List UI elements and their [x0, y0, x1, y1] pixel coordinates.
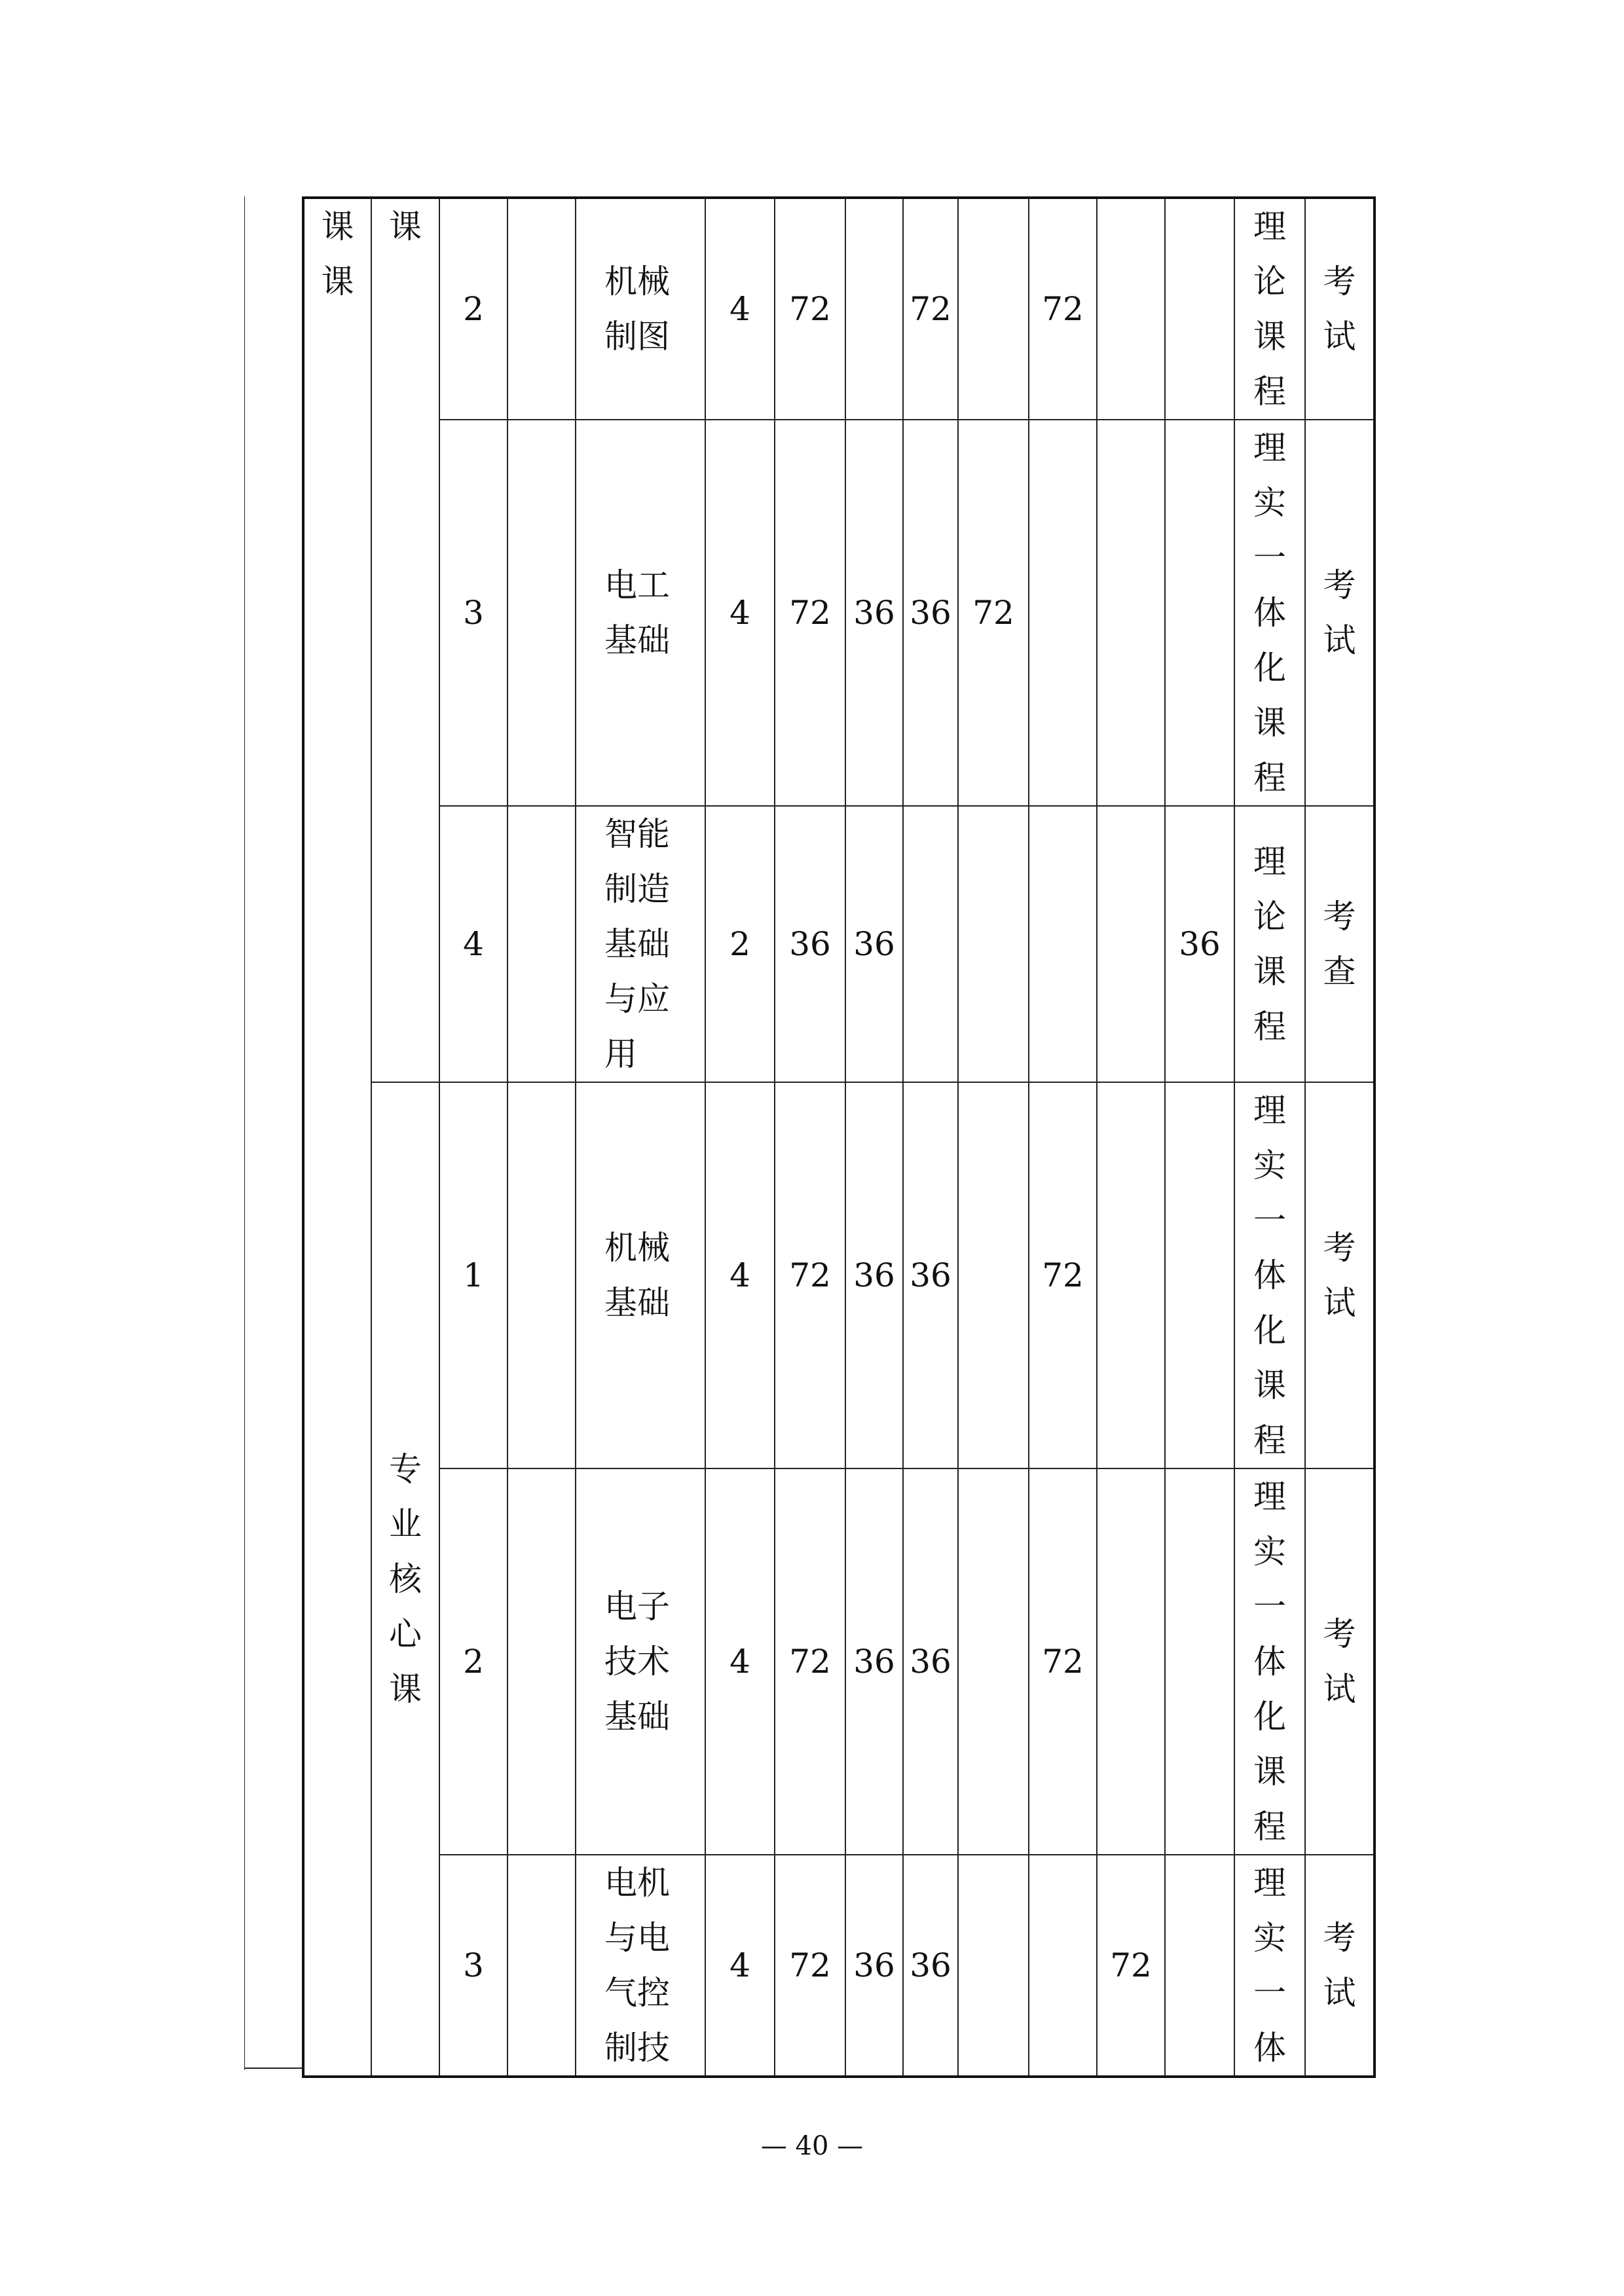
blank-cell: [507, 198, 576, 420]
category-core-label: 专业核心课: [389, 1450, 422, 1708]
semester-1-hours: [958, 806, 1029, 1082]
table-row: [303, 806, 1375, 1082]
total-hours: 72: [775, 1855, 845, 2077]
credit: 4: [705, 1082, 775, 1468]
practice-hours: 72: [903, 198, 958, 420]
semester-3-hours: 72: [1097, 1855, 1165, 2077]
semester-2-hours: [1029, 1855, 1097, 2077]
course-name: 电子技术基础: [576, 1468, 705, 1855]
category-mid-label: 课: [389, 208, 422, 246]
total-hours: 72: [775, 420, 845, 806]
semester-3-hours: [1097, 806, 1165, 1082]
semester-3-hours: [1097, 420, 1165, 806]
category-outer-label: 课课: [321, 208, 354, 301]
total-hours: 72: [775, 198, 845, 420]
semester-1-hours: [958, 1082, 1029, 1468]
semester-1-hours: [958, 198, 1029, 420]
blank-cell: [507, 1855, 576, 2077]
semester-4-hours: [1165, 1855, 1234, 2077]
semester-2-hours: 72: [1029, 1082, 1097, 1468]
table-row: [303, 420, 1375, 806]
blank-cell: [507, 1468, 576, 1855]
semester-4-hours: [1165, 1082, 1234, 1468]
semester-1-hours: [958, 1855, 1029, 2077]
assessment: 考试: [1305, 1082, 1375, 1468]
row-number: 4: [439, 806, 507, 1082]
semester-4-hours: 36: [1165, 806, 1234, 1082]
semester-2-hours: [1029, 420, 1097, 806]
practice-hours: 36: [903, 1855, 958, 2077]
outer-frame-bottom: [244, 2068, 303, 2069]
table-row: [303, 198, 1375, 420]
theory-hours: 36: [845, 1855, 903, 2077]
course-name: 机械制图: [576, 198, 705, 420]
row-number: 2: [439, 198, 507, 420]
row-number: 1: [439, 1082, 507, 1468]
assessment: 考查: [1305, 806, 1375, 1082]
theory-hours: 36: [845, 1468, 903, 1855]
assessment: 考试: [1305, 198, 1375, 420]
course-type: 理论课程: [1234, 806, 1305, 1082]
practice-hours: 36: [903, 1082, 958, 1468]
course-type: 理论课程: [1234, 198, 1305, 420]
total-hours: 72: [775, 1468, 845, 1855]
assessment: 考试: [1305, 1855, 1375, 2077]
credit: 4: [705, 420, 775, 806]
practice-hours: 36: [903, 420, 958, 806]
semester-1-hours: 72: [958, 420, 1029, 806]
theory-hours: 36: [845, 1082, 903, 1468]
page-number: — 40 —: [760, 2131, 864, 2161]
category-core-cell: [371, 1082, 439, 2077]
semester-4-hours: [1165, 420, 1234, 806]
blank-cell: [507, 806, 576, 1082]
course-type: 理实一体化课程: [1234, 1082, 1305, 1468]
semester-4-hours: [1165, 1468, 1234, 1855]
practice-hours: 36: [903, 1468, 958, 1855]
curriculum-table: [302, 196, 1376, 2078]
row-number: 2: [439, 1468, 507, 1855]
course-type: 理实一体: [1234, 1855, 1305, 2077]
semester-3-hours: [1097, 1468, 1165, 1855]
credit: 4: [705, 1468, 775, 1855]
course-name: 机械基础: [576, 1082, 705, 1468]
total-hours: 72: [775, 1082, 845, 1468]
semester-1-hours: [958, 1468, 1029, 1855]
course-name: 电工基础: [576, 420, 705, 806]
category-outer-cell: [303, 198, 371, 2077]
theory-hours: 36: [845, 420, 903, 806]
outer-frame-line: [244, 196, 245, 2070]
semester-2-hours: 72: [1029, 198, 1097, 420]
assessment: 考试: [1305, 420, 1375, 806]
theory-hours: [845, 198, 903, 420]
course-name: 电机与电气控制技: [576, 1855, 705, 2077]
semester-3-hours: [1097, 198, 1165, 420]
blank-cell: [507, 420, 576, 806]
semester-2-hours: 72: [1029, 1468, 1097, 1855]
credit: 2: [705, 806, 775, 1082]
semester-4-hours: [1165, 198, 1234, 420]
row-number: 3: [439, 1855, 507, 2077]
table-row: [303, 1855, 1375, 2077]
blank-cell: [507, 1082, 576, 1468]
theory-hours: 36: [845, 806, 903, 1082]
table-row: [303, 1468, 1375, 1855]
course-type: 理实一体化课程: [1234, 420, 1305, 806]
category-mid-cell: [371, 198, 439, 1082]
semester-3-hours: [1097, 1082, 1165, 1468]
row-number: 3: [439, 420, 507, 806]
course-type: 理实一体化课程: [1234, 1468, 1305, 1855]
assessment: 考试: [1305, 1468, 1375, 1855]
credit: 4: [705, 1855, 775, 2077]
course-name: 智能制造基础与应用: [576, 806, 705, 1082]
credit: 4: [705, 198, 775, 420]
practice-hours: [903, 806, 958, 1082]
table-row: [303, 1082, 1375, 1468]
semester-2-hours: [1029, 806, 1097, 1082]
total-hours: 36: [775, 806, 845, 1082]
